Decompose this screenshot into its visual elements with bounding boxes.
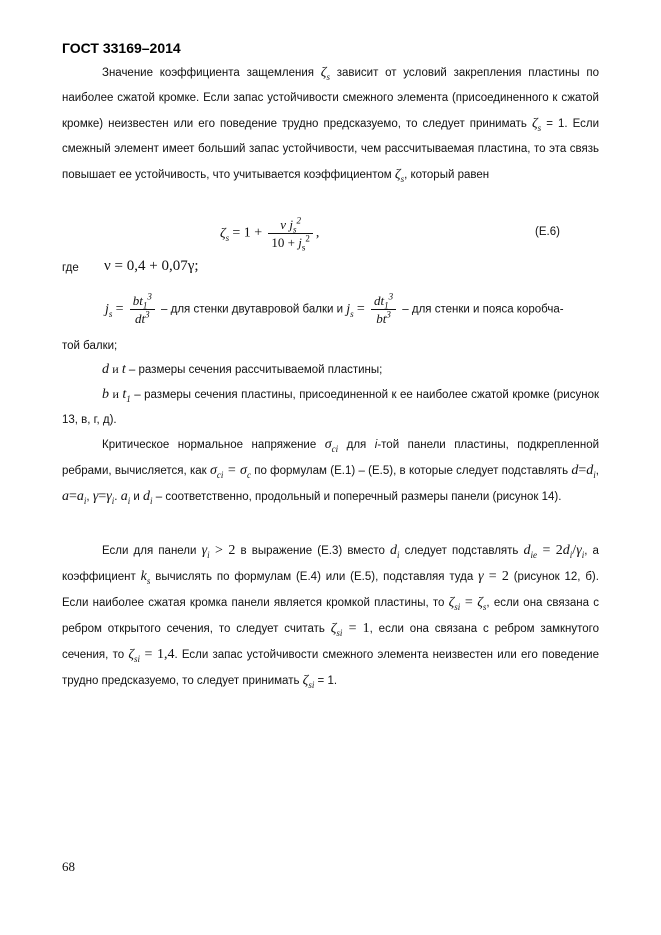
- js-formula-line: $j_s$ = $\frac{bt_1^3}{dt^3}$ – для стенки двутавровой балки и $j_s$ = $\frac{dt_1^3}{bt^3}$ – для стенки и пояса коробча-: [105, 291, 564, 326]
- p1-text-a: Значение коэффициента защемления: [102, 67, 314, 79]
- p1-text-b: зависит от условий закрепления пластины по наиболее сжатой кромке. Если запас устойчивости смежного элемента (присоединенного к сжатой кромке) неизвестен или его поведение трудно предсказуемо, то следует принимать: [62, 67, 599, 130]
- js-fraction-i-beam: $\frac{bt_1^3}{dt^3}$: [130, 292, 155, 327]
- js-text-continuation: той балки;: [62, 340, 118, 352]
- definition-d-t: d и t – размеры сечения рассчитываемой пластины;: [102, 362, 383, 377]
- equation-tag-e6: (Е.6): [535, 226, 560, 238]
- js-text-box: – для стенки и пояса коробча-: [402, 303, 564, 316]
- standard-header: ГОСТ 33169–2014: [62, 40, 181, 56]
- p1-text-d: , который равен: [404, 169, 490, 181]
- equation-e6: $\zeta_s = 1$ + $\frac{\nu j_s^2}{10 + j_s^2}$ ,: [220, 215, 320, 253]
- where-label: где: [62, 262, 79, 274]
- eq-e6-fraction: $\frac{\nu j_s^2}{10 + j_s^2}$: [268, 216, 312, 251]
- paragraph-clamping-coefficient: [62, 60, 599, 188]
- paragraph-panel-substitution: Если для панели $\gamma_i > 2$ в выражение (Е.3) вместо $d_i$ следует подставлять $d_{ie} = 2d_i/\gamma_i$, а коэффициент $k_s$ вычислять по формулам (Е.4) или (Е.5), подставляя туда γ = 2 (рисунок 12, б). Если наиболее сжатая кромка панели является кромкой пластины, то $\zeta_{si} = \zeta_s$, если она связана с ребром открытого сечения, то следует считать $\zeta_{si} = 1$, если она связана с ребром замкнутого сечения, то $\zeta_{si} = 1,4$. Если запас устойчивости смежного элемента неизвестен или его поведение трудно предсказуемо, то следует принимать $\zeta_{si} = 1$.: [62, 543, 599, 690]
- definition-b-t1: b и $t_1$ – размеры сечения пластины, присоединенной к ее наиболее сжатой кромке (рисунок 13, в, г, д).: [62, 387, 600, 426]
- nu-formula: ν = 0,4 + 0,07γ;: [104, 258, 199, 274]
- eq-e6-lhs: $\zeta_s$: [220, 225, 230, 243]
- js-fraction-box: $\frac{dt_1^3}{bt^3}$: [371, 292, 396, 327]
- zeta-s-symbol: $\zeta_s$: [531, 116, 542, 133]
- p1-text-c: = 1. Если смежный элемент имеет больший запас устойчивости, чем рассчитываемая пластина, то эта связь повышает ее устойчивость, что учитывается коэффициентом: [62, 118, 599, 181]
- js-text-i-beam: – для стенки двутавровой балки и: [161, 303, 344, 316]
- paragraph-critical-stress: Критическое нормальное напряжение $\sigma_{ci}$ для i-той панели пластины, подкрепленной ребрами, вычисляется, как $\sigma_{ci} = \sigma_c$ по формулам (Е.1) – (Е.5), в которые следует подставлять $d=d_i$, $a=a_i$, $\gamma=\gamma_i$. $a_i$ и $d_i$ – соответственно, продольный и поперечный размеры панели (рисунок 14).: [62, 437, 600, 506]
- page-number: 68: [62, 859, 75, 874]
- zeta-s-symbol: $\zeta_s$: [394, 167, 405, 184]
- zeta-s-symbol: $\zeta_s$: [320, 65, 330, 82]
